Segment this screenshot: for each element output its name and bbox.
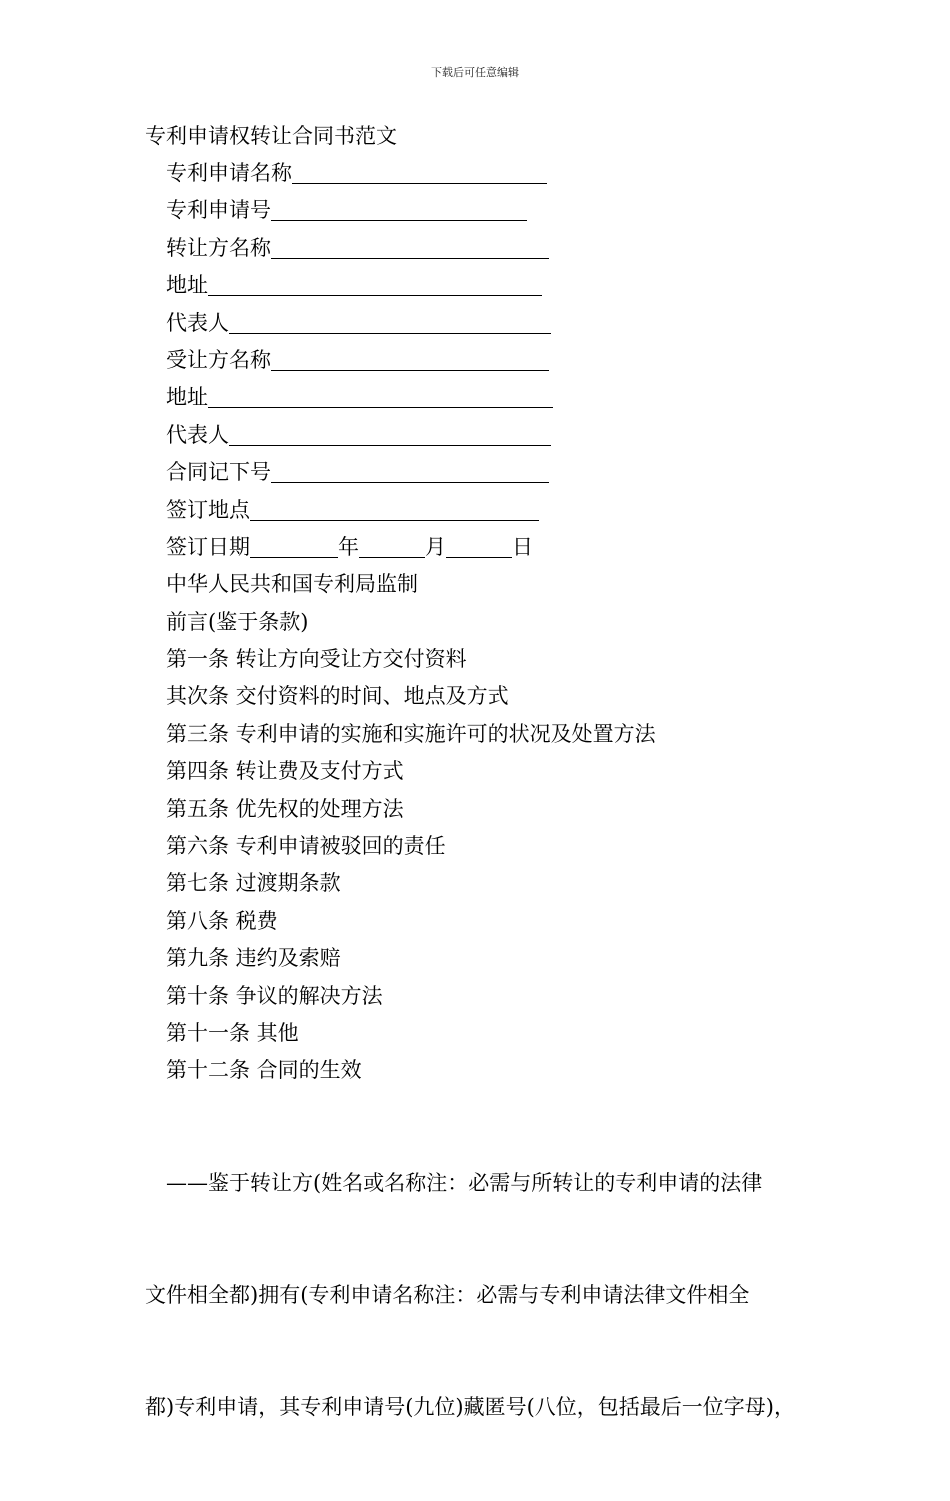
fill-blank[interactable] [292, 161, 547, 184]
fill-blank[interactable] [271, 198, 527, 221]
field-label: 专利申请号 [166, 198, 271, 223]
fill-blank[interactable] [271, 348, 549, 371]
recital-paragraph [145, 1090, 815, 1501]
field-label: 代表人 [166, 310, 229, 335]
article-item: 第一条 转让方向受让方交付资料 [166, 647, 467, 672]
day-blank[interactable] [446, 535, 512, 558]
field-contract-number [145, 454, 815, 491]
field-transferee-representative [145, 417, 815, 454]
paragraph-line: 文件相全都)拥有(专利申请名称注：必需与专利申请法律文件相全 [145, 1282, 750, 1307]
field-transferor-name [145, 230, 815, 267]
field-label: 签订地点 [166, 497, 250, 522]
field-label: 签订日期 [166, 534, 250, 559]
page-header-note: 下载后可任意编辑 [431, 66, 519, 79]
field-transferor-address [145, 267, 815, 304]
field-label: 受让方名称 [166, 347, 271, 372]
paragraph-line: 都)专利申请，其专利申请号(九位)藏匿号(八位，包括最后一位字母)， [145, 1394, 795, 1419]
field-label: 专利申请名称 [166, 161, 292, 185]
paragraph-line: ——鉴于转让方(姓名或名称注：必需与所转让的专利申请的法律 [166, 1170, 763, 1195]
field-label: 地址 [166, 273, 208, 298]
contract-document [145, 118, 815, 1501]
article-item: 第六条 专利申请被驳回的责任 [166, 834, 446, 859]
field-transferor-representative [145, 305, 815, 342]
field-label: 合同记下号 [166, 460, 271, 485]
fill-blank[interactable] [208, 273, 542, 296]
month-label: 月 [425, 534, 446, 559]
month-blank[interactable] [359, 535, 425, 558]
article-item: 其次条 交付资料的时间、地点及方式 [166, 684, 509, 709]
year-blank[interactable] [250, 535, 338, 558]
field-patent-name [145, 155, 815, 192]
field-patent-number [145, 192, 815, 229]
fill-blank[interactable] [229, 311, 551, 334]
article-item: 第十一条 其他 [166, 1020, 299, 1045]
fill-blank[interactable] [229, 423, 551, 446]
article-item: 第十条 争议的解决方法 [166, 983, 383, 1008]
day-label: 日 [512, 534, 533, 559]
field-label: 转让方名称 [166, 235, 271, 260]
article-item: 第五条 优先权的处理方法 [166, 796, 404, 821]
supervisor-note: 中华人民共和国专利局监制 [166, 572, 418, 597]
article-item: 第三条 专利申请的实施和实施许可的状况及处置方法 [166, 721, 656, 746]
article-item: 第八条 税费 [166, 908, 278, 933]
field-transferee-address [145, 379, 815, 416]
preface-heading: 前言(鉴于条款) [166, 609, 309, 634]
field-transferee-name [145, 342, 815, 379]
article-item: 第四条 转让费及支付方式 [166, 759, 404, 784]
year-label: 年 [338, 534, 359, 559]
field-signing-place [145, 492, 815, 529]
article-item: 第十二条 合同的生效 [166, 1058, 362, 1083]
fill-blank[interactable] [271, 236, 549, 259]
fill-blank[interactable] [250, 498, 539, 521]
document-title: 专利申请权转让合同书范文 [145, 124, 397, 148]
field-label: 代表人 [166, 422, 229, 447]
field-label: 地址 [166, 385, 208, 410]
field-signing-date [145, 529, 815, 566]
article-item: 第七条 过渡期条款 [166, 871, 341, 896]
fill-blank[interactable] [271, 460, 549, 483]
article-item: 第九条 违约及索赔 [166, 946, 341, 971]
fill-blank[interactable] [208, 385, 553, 408]
